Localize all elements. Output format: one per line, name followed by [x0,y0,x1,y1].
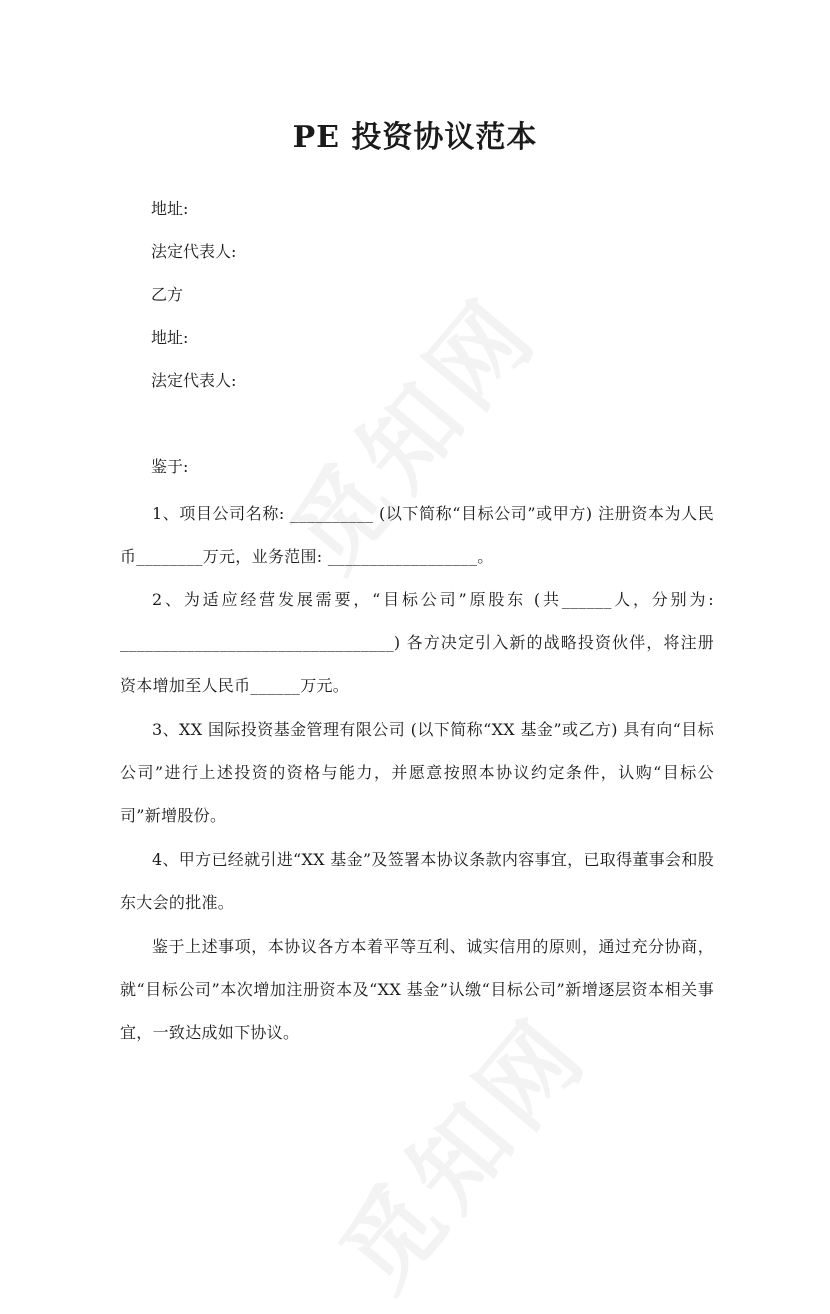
document-title: PE 投资协议范本 [292,120,538,155]
clause-conclusion: 鉴于上述事项，本协议各方本着平等互利、诚实信用的原则，通过充分协商，就“目标公司”本次增加注册资本及“XX 基金”认缴“目标公司”新增逐层资本相关事宜，一致达成如下协议。 [120,937,714,1042]
party-a-address-label: 地址: [151,199,189,218]
clause-2: 2、为适应经营发展需要，“目标公司”原股东 (共______人，分别为: _________________________________) 各方决定引入新的战略投资伙伴，将注册资本增加至人民币______万元。 [120,590,714,695]
party-a-legal-rep-label: 法定代表人: [151,242,237,261]
clause-3: 3、XX 国际投资基金管理有限公司 (以下简称“XX 基金”或乙方) 具有向“目标公司”进行上述投资的资格与能力，并愿意按照本协议约定条件，认购“目标公司”新增股份。 [120,720,714,825]
party-b-legal-rep-label: 法定代表人: [151,371,237,390]
party-b-label: 乙方 [151,285,184,304]
clause-1: 1、项目公司名称: __________ (以下简称“目标公司”或甲方) 注册资本为人民币________万元，业务范围: __________________。 [120,504,714,566]
clause-4: 4、甲方已经就引进“XX 基金”及签署本协议条款内容事宜，已取得董事会和股东大会的批准。 [120,850,714,912]
whereas-label: 鉴于: [151,457,189,476]
party-b-address-label: 地址: [151,328,189,347]
